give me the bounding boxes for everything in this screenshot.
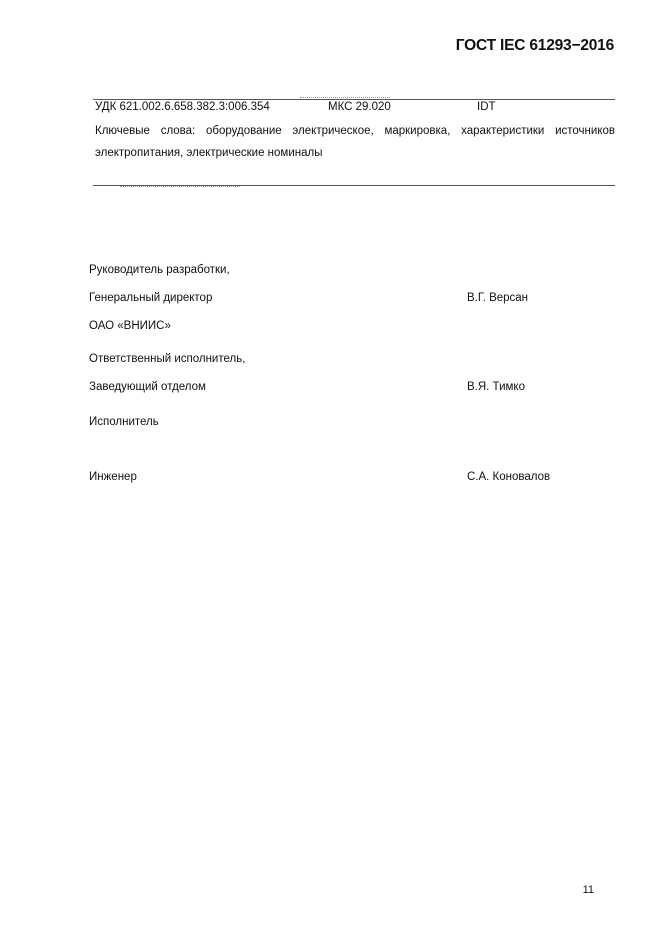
executor-role: Исполнитель <box>89 416 159 428</box>
head-organization: ОАО «ВНИИС» <box>89 320 171 332</box>
standard-designation: ГОСТ IEC 61293−2016 <box>455 37 614 54</box>
head-role: Руководитель разработки, <box>89 264 230 276</box>
udk-code: УДК 621.002.6.658.382.3:006.354 <box>95 101 270 113</box>
keywords: Ключевые слова: оборудование электрическое, маркировка, характеристики источников электропитания, электрические номиналы <box>95 125 615 159</box>
page-number: 11 <box>582 884 594 896</box>
executor-name: С.А. Коновалов <box>467 471 551 483</box>
identity-code: IDT <box>477 101 496 113</box>
responsible-role: Ответственный исполнитель, <box>89 353 246 365</box>
head-name: В.Г. Версан <box>467 292 529 304</box>
head-position: Генеральный директор <box>89 292 213 304</box>
responsible-name: В.Я. Тимко <box>467 381 525 393</box>
top-rule <box>93 99 615 100</box>
scan-smudge <box>300 97 390 98</box>
responsible-position: Заведующий отделом <box>89 381 206 393</box>
scan-smudge <box>120 186 240 187</box>
executor-position: Инженер <box>89 471 137 483</box>
mks-code: МКС 29.020 <box>328 101 391 113</box>
